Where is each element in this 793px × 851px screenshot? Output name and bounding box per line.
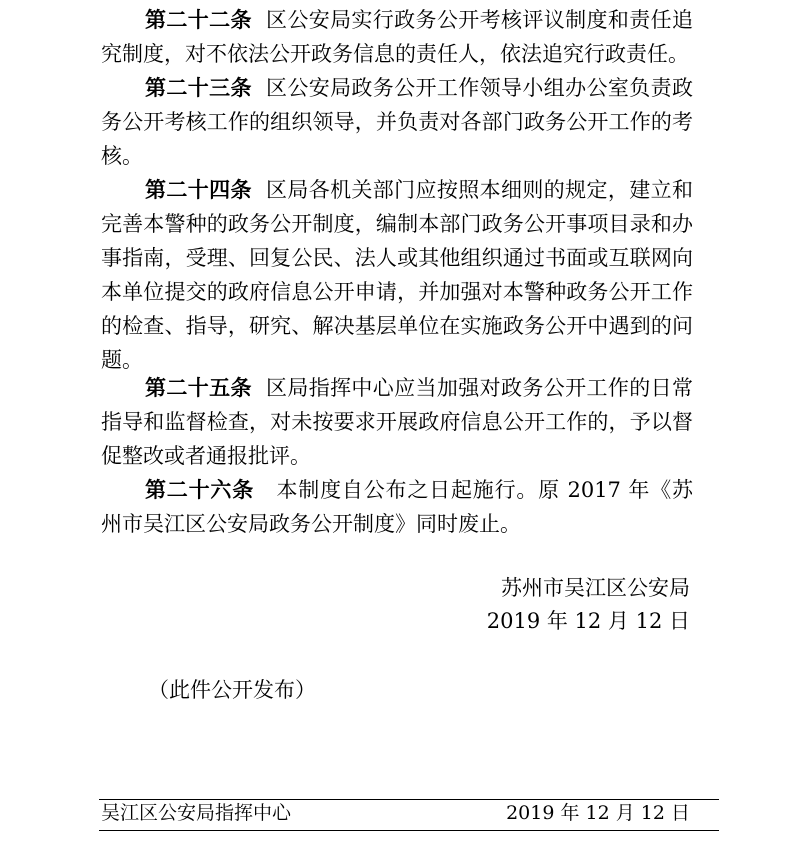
article-24 xyxy=(101,173,693,377)
article-22-label: 第二十二条 xyxy=(145,8,252,32)
article-23-text: 区公安局政务公开工作领导小组办公室负责政务公开考核工作的组织领导，并负责对各部门政务公开工作的考核。 xyxy=(101,76,693,168)
article-24-text: 区局各机关部门应按照本细则的规定，建立和完善本警种的政务公开制度，编制本部门政务公开事项目录和办事指南，受理、回复公民、法人或其他组织通过书面或互联网向本单位提交的政府信息公开申请，并加强对本警种政务公开工作的检查、指导，研究、解决基层单位在实施政务公开中遇到的问题。 xyxy=(101,178,693,372)
footer-bottom-rule xyxy=(99,830,719,831)
article-25 xyxy=(101,371,693,473)
article-26 xyxy=(101,473,693,541)
article-26-label: 第二十六条 xyxy=(145,478,255,502)
signature-org: 苏州市吴江区公安局 xyxy=(501,576,690,600)
footer-issuer: 吴江区公安局指挥中心 xyxy=(101,802,292,824)
article-22 xyxy=(101,3,693,71)
article-25-label: 第二十五条 xyxy=(145,376,252,400)
article-23-label: 第二十三条 xyxy=(145,76,252,100)
publication-notice: （此件公开发布） xyxy=(148,678,316,702)
article-25-text: 区局指挥中心应当加强对政务公开工作的日常指导和监督检查，对未按要求开展政府信息公开工作的，予以督促整改或者通报批评。 xyxy=(101,376,693,468)
article-24-label: 第二十四条 xyxy=(145,178,252,202)
article-26-text: 本制度自公布之日起施行。原 2017 年《苏州市吴江区公安局政务公开制度》同时废止。 xyxy=(101,478,694,536)
signature-date: 2019 年 12 月 12 日 xyxy=(486,609,690,633)
article-23 xyxy=(101,71,693,173)
article-22-text: 区公安局实行政务公开考核评议制度和责任追究制度，对不依法公开政务信息的责任人，依法追究行政责任。 xyxy=(101,8,693,66)
footer-date: 2019 年 12 月 12 日 xyxy=(506,802,690,824)
